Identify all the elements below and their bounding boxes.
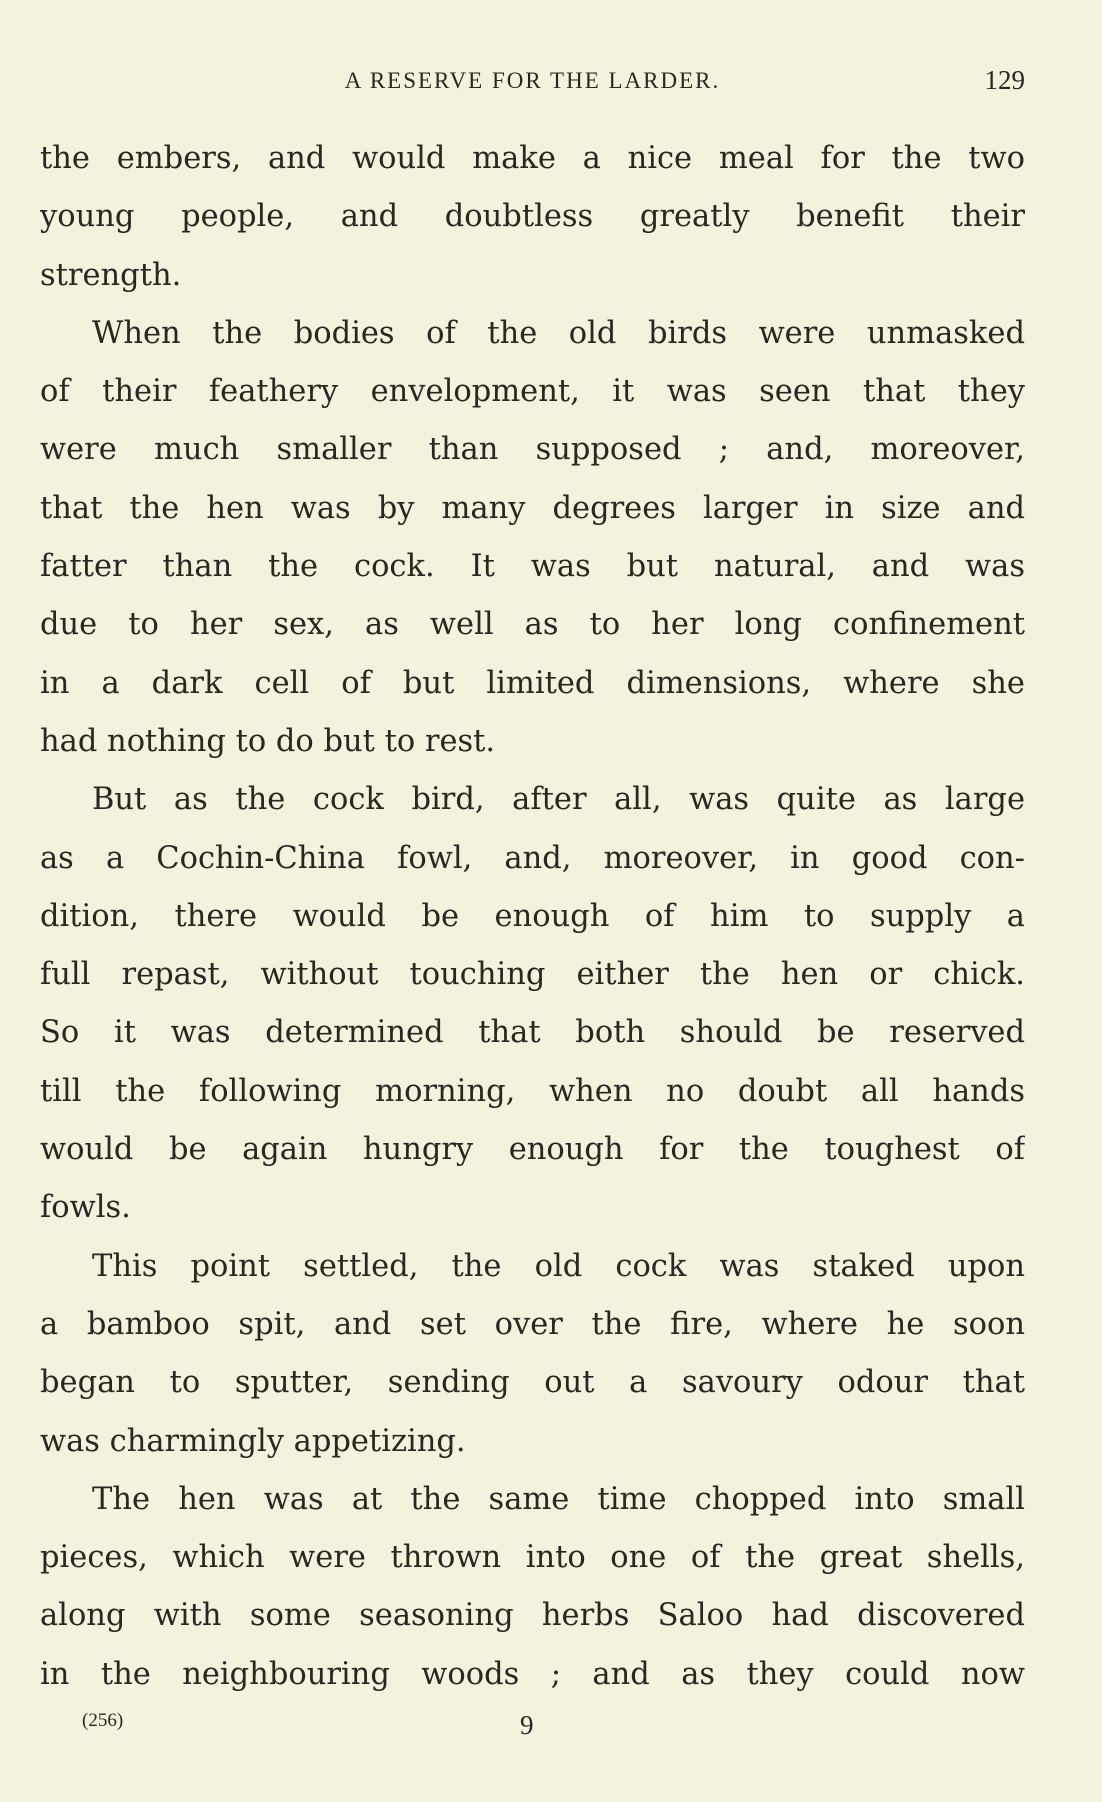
- text-line: the embers, and would make a nice meal for the two: [40, 141, 1025, 176]
- text-line: But as the cock bird, after all, was quite as large: [92, 782, 1025, 818]
- text-line: This point settled, the old cock was staked upon: [92, 1248, 1025, 1284]
- text-line: full repast, without touching either the hen or chick.: [40, 957, 1025, 993]
- signature-mark: 9: [520, 1710, 534, 1740]
- text-line: fowls.: [40, 1190, 131, 1226]
- text-line: strength.: [40, 257, 182, 293]
- text-line: dition, there would be enough of him to supply a: [40, 898, 1025, 934]
- page-header: [40, 65, 1025, 104]
- text-line: along with some seasoning herbs Saloo had discovered: [40, 1598, 1025, 1634]
- page-number: 129: [984, 65, 1025, 95]
- body-text: [40, 130, 1025, 1704]
- running-title: A RESERVE FOR THE LARDER.: [344, 68, 721, 93]
- text-line: When the bodies of the old birds were unmasked: [92, 315, 1025, 351]
- text-line: The hen was at the same time chopped into small: [92, 1481, 1025, 1517]
- signature-code: (256): [82, 1710, 124, 1731]
- text-line: fatter than the cock. It was but natural, and was: [40, 549, 1025, 585]
- text-line: had nothing to do but to rest.: [40, 723, 496, 759]
- text-line: as a Cochin-China fowl, and, moreover, in good con-: [40, 840, 1025, 876]
- text-line: in the neighbouring woods ; and as they could now: [40, 1656, 1025, 1692]
- text-line: began to sputter, sending out a savoury odour that: [40, 1365, 1025, 1401]
- text-line: would be again hungry enough for the toughest of: [40, 1132, 1025, 1168]
- text-line: were much smaller than supposed ; and, moreover,: [40, 432, 1025, 468]
- text-line: of their feathery envelopment, it was seen that they: [40, 374, 1025, 410]
- text-line: young people, and doubtless greatly benefit their: [40, 199, 1025, 235]
- text-line: in a dark cell of but limited dimensions, where she: [40, 665, 1025, 701]
- text-line: that the hen was by many degrees larger in size and: [40, 490, 1025, 526]
- text-line: was charmingly appetizing.: [40, 1423, 466, 1459]
- text-line: due to her sex, as well as to her long confinement: [40, 607, 1025, 643]
- page-footer: [40, 1710, 1025, 1750]
- text-line: pieces, which were thrown into one of the great shells,: [40, 1540, 1025, 1576]
- text-line: So it was determined that both should be reserved: [40, 1015, 1025, 1051]
- text-line: till the following morning, when no doubt all hands: [40, 1073, 1025, 1109]
- text-line: a bamboo spit, and set over the fire, where he soon: [40, 1306, 1025, 1342]
